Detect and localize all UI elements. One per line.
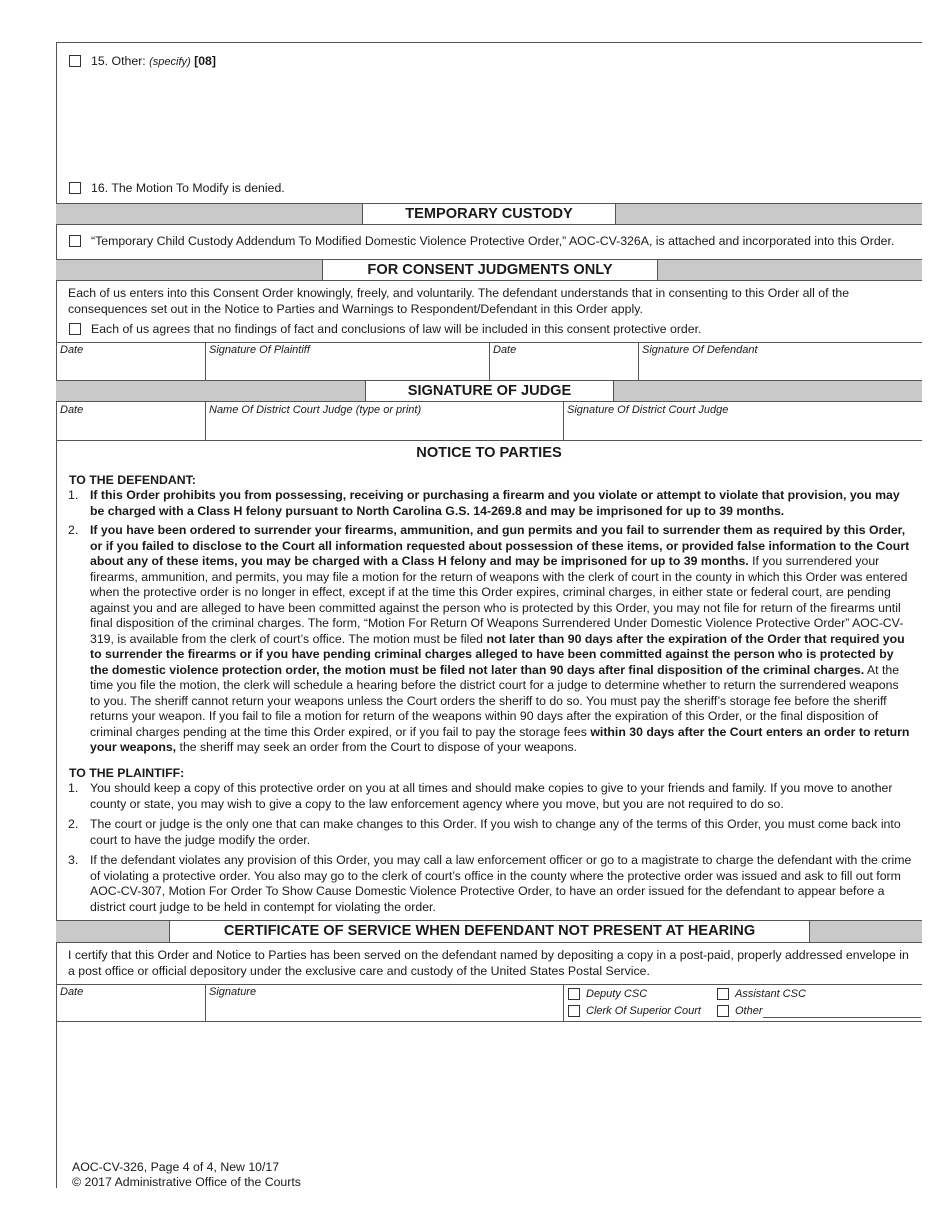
assistant-csc-checkbox[interactable] — [717, 988, 729, 1000]
consent-title: FOR CONSENT JUDGMENTS ONLY — [322, 260, 658, 280]
plaintiff-item-2-text: The court or judge is the only one that can make changes to this Order. If you wish to change any of the terms of this Order, you must come back into court to have the judge modify the order. — [90, 817, 901, 847]
defendant-heading: TO THE DEFENDANT: — [69, 473, 196, 487]
assistant-csc-label: Assistant CSC — [735, 988, 806, 1000]
defendant-item-2-text-3: the sheriff may seek an order from the Court to dispose of your weapons. — [176, 740, 578, 754]
notice-title: NOTICE TO PARTIES — [416, 445, 562, 461]
plaintiff-item-3-number: 3. — [68, 853, 79, 867]
plaintiff-item-3-text: If the defendant violates any provision of this Order, you may call a law enforcement officer or go to a magistrate to charge the defendant with the crime of violating a protective order. You also may go to the clerk of court’s office in the county where the protective order was issued and ask to fill out form AOC-CV-307, Motion For Order To Show Cause Domestic Violence Protective Order, to have an order issued for the defendant to appear before a district court judge to be held in contempt for violating the order. — [90, 853, 912, 914]
certificate-date-label: Date — [60, 986, 84, 998]
item-15-number: 15. — [91, 54, 109, 68]
defendant-item-2-bold-3: within 30 days after the Court enters an order to return your weapons, — [90, 724, 910, 754]
temporary-custody-title: TEMPORARY CUSTODY — [362, 204, 616, 224]
judge-signature-label: Signature Of District Court Judge — [567, 404, 729, 416]
signature-of-defendant-label: Signature Of Defendant — [642, 344, 758, 356]
certificate-paragraph: I certify that this Order and Notice to Parties has been served on the defendant named by depositing a copy in a post-paid, properly addressed envelope in a post office or official depository under the exclusive care and custody of the United States Postal Service. — [68, 948, 909, 978]
other-label: Other — [735, 1005, 763, 1017]
plaintiff-item-2 — [68, 817, 912, 848]
certificate-bottom-line — [56, 1021, 922, 1022]
item-15-specify: (specify) — [149, 56, 191, 68]
item-15-code: [08] — [194, 54, 216, 68]
certificate-signature-field[interactable] — [206, 998, 562, 1020]
defendant-item-2-text — [90, 523, 912, 756]
item-16-label — [91, 181, 285, 195]
defendant-item-2-text-1: If you surrendered your firearms, ammunition, and permits, you may file a motion for the return of weapons with the clerk of court in the county in which this Order was entered when the protective order is no longer in effect, except if at the time this Order expires, criminal charges, in either state or federal court, are pending against you and are alleged to have been committed against the person who is protected by this Order, you may not file for return of the firearms until final disposition of the criminal charges. The form, “Motion For Return Of Weapons Surrendered Under Domestic Violence Protective Order” AOC-CV-319, is available from the clerk of court’s office. The motion must be filed — [90, 554, 908, 646]
custody-addendum-checkbox[interactable] — [69, 235, 81, 247]
consent-no-findings-text: Each of us agrees that no findings of fact and conclusions of law will be included in this consent protective order. — [91, 322, 702, 336]
item-15-label — [91, 54, 216, 68]
custody-addendum-text: “Temporary Child Custody Addendum To Modified Domestic Violence Protective Order,” AOC-CV-326A, is attached and incorporated into this Order. — [91, 234, 895, 248]
other-underline — [763, 1017, 921, 1018]
other-checkbox[interactable] — [717, 1005, 729, 1017]
judge-name-field[interactable] — [206, 416, 562, 439]
item-16-text: The Motion To Modify is denied. — [111, 181, 285, 195]
item-16-number: 16. — [91, 181, 109, 195]
item-16-checkbox[interactable] — [69, 182, 81, 194]
plaintiff-item-1 — [68, 781, 912, 812]
plaintiff-heading: TO THE PLAINTIFF: — [69, 766, 185, 780]
judge-name-label: Name Of District Court Judge (type or print) — [209, 404, 422, 416]
plaintiff-item-1-text: You should keep a copy of this protective order on you at all times and should make copies to give to your friends and family. If you move to another county or state, you may wish to give a copy to the law enforcement agency where you move, but you are not required to do so. — [90, 781, 893, 811]
defendant-item-2-number: 2. — [68, 523, 79, 537]
certificate-signature-label: Signature — [209, 986, 257, 998]
item-15-text: Other: — [111, 54, 146, 68]
clerk-superior-court-label: Clerk Of Superior Court — [586, 1005, 701, 1017]
consent-date-1-label: Date — [60, 344, 84, 356]
defendant-item-2-bold-2: not later than 90 days after the expiration of the Order that required you to surrender the firearms or if you have pending criminal charges alleged to have been committed against the person who is protected by the domestic violence protection order, the motion must be filed not later than 90 days after final disposition of the criminal charges. — [90, 631, 905, 677]
certificate-title: CERTIFICATE OF SERVICE WHEN DEFENDANT NOT PRESENT AT HEARING — [169, 921, 810, 942]
consent-sig-divider-2 — [489, 342, 490, 380]
footer-copyright: © 2017 Administrative Office of the Courts — [72, 1175, 301, 1189]
consent-no-findings-checkbox[interactable] — [69, 323, 81, 335]
signature-of-defendant-field[interactable] — [639, 354, 921, 379]
judge-divider-2 — [563, 402, 564, 440]
top-border — [56, 42, 922, 43]
consent-paragraph: Each of us enters into this Consent Order knowingly, freely, and voluntarily. The defendant understands that in consenting to this Order all of the consequences set out in the Notice to Parties and Warnings to Respondent/Defendant in this Order apply. — [68, 286, 850, 316]
judge-date-label: Date — [60, 404, 84, 416]
other-input-field[interactable] — [763, 1004, 921, 1017]
signature-of-plaintiff-field[interactable] — [206, 354, 488, 379]
item-15-checkbox[interactable] — [69, 55, 81, 67]
deputy-csc-checkbox[interactable] — [568, 988, 580, 1000]
judge-title: SIGNATURE OF JUDGE — [365, 381, 614, 401]
footer-form-id: AOC-CV-326, Page 4 of 4, New 10/17 — [72, 1160, 280, 1174]
signature-of-plaintiff-label: Signature Of Plaintiff — [209, 344, 310, 356]
plaintiff-item-1-number: 1. — [68, 781, 79, 795]
deputy-csc-label: Deputy CSC — [586, 988, 648, 1000]
defendant-item-2 — [68, 523, 912, 756]
defendant-item-1-number: 1. — [68, 488, 79, 502]
plaintiff-item-3 — [68, 853, 912, 915]
certificate-sig-top-line — [56, 984, 922, 985]
plaintiff-item-2-number: 2. — [68, 817, 79, 831]
defendant-item-1 — [68, 488, 912, 519]
consent-date-2-label: Date — [493, 344, 517, 356]
defendant-item-1-text: If this Order prohibits you from possessing, receiving or purchasing a firearm and you violate or attempt to violate that provision, you may be charged with a Class H felony pursuant to North Carolina G.S. 14-269.8 and may be imprisoned for up to 39 months. — [90, 488, 900, 518]
judge-bottom-line — [56, 440, 922, 441]
certificate-divider-2 — [563, 984, 564, 1021]
defendant-item-2-bold-1: If you have been ordered to surrender your firearms, ammunition, and gun permits and you fail to surrender them as required by this Order, or if you failed to disclose to the Court all information requested about possession of these items, or provided false information to the Court about any of these items, you may be charged with a Class H felony and may be imprisoned for up to 39 months. — [90, 523, 910, 568]
clerk-superior-court-checkbox[interactable] — [568, 1005, 580, 1017]
defendant-item-2-text-2: At the time you file the motion, the clerk will schedule a hearing before the district court for a judge to determine whether to return the surrendered weapons to you. The sheriff cannot return your weapons unless the Court orders the sheriff to do so. You must pay the sheriff’s storage fee before the sheriff returns your weapon. If you fail to file a motion for return of the weapons within 90 days after the expiration of this Order, or the final disposition of criminal charges pending at the time this Order expired, or if you fail to pay the storage fees — [90, 662, 900, 739]
